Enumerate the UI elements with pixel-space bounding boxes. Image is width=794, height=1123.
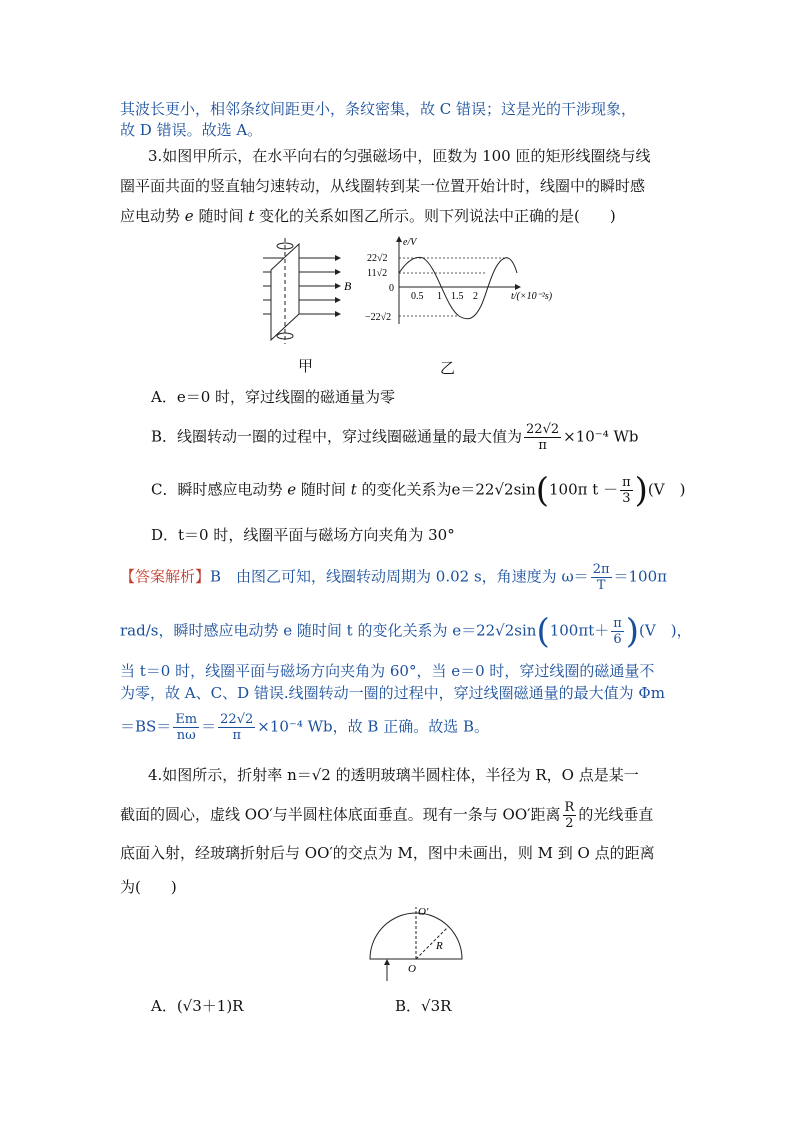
q3-optc-in: 100π t － <box>549 480 619 499</box>
graph-ytick-4: −22√2 <box>365 312 392 323</box>
q3-optc-a: C．瞬时感应电动势 <box>151 480 283 499</box>
graph-ytick-1: 22√2 <box>367 253 388 264</box>
q3-option-a: A．e＝0 时，穿过线圈的磁通量为零 <box>151 388 396 406</box>
sol-l1-num: 2π <box>592 562 610 577</box>
sol-line-5 <box>120 712 680 743</box>
coil-figure <box>255 236 355 346</box>
q4-line-4: 为( ) <box>120 878 177 896</box>
q4-l2-b: 的光线垂直 <box>578 805 654 824</box>
q4-line-2 <box>120 800 680 831</box>
sol-l5-a: ＝BS＝ <box>120 717 172 736</box>
graph-ytick-2: 11√2 <box>367 268 388 279</box>
sol-l5-f1num: Em <box>175 712 198 727</box>
q4-option-b: B．√3R <box>395 997 452 1015</box>
q3-optc-fnum: π <box>622 475 631 490</box>
fig-R-label: R <box>436 940 443 952</box>
prev-line-2: 故 D 错误。故选 A。 <box>120 121 263 139</box>
sol-l1-b: ＝100π <box>613 567 668 586</box>
q3-optb-den: π <box>538 438 547 453</box>
q3-line3-c: 变化的关系如图乙所示。则下列说法中正确的是( ) <box>259 207 616 225</box>
sol-l5-eq: ＝ <box>201 717 217 736</box>
q4-l2-num: R <box>564 800 575 815</box>
graph-y-label: e/V <box>403 237 417 248</box>
semicircle-figure <box>365 903 465 985</box>
graph-xtick-2: 1 <box>437 291 442 302</box>
sol-l5-f2num: 22√2 <box>220 712 254 727</box>
fig-O-label: O <box>408 963 416 975</box>
sol-l2-end: (V )， <box>639 621 692 640</box>
q3-line-2: 圈平面共面的竖直轴匀速转动，从线圈转到某一位置开始计时，线圈中的瞬时感 <box>120 177 646 195</box>
sol-l1-a: B 由图乙可知，线圈转动周期为 0.02 s，角速度为 ω＝ <box>210 567 589 586</box>
q3-line-3: 应电动势 e 随时间 t 变化的关系如图乙所示。则下列说法中正确的是( ) <box>120 207 616 225</box>
q4-option-a: A．(√3＋1)R <box>151 997 244 1015</box>
q3-option-c: C．瞬时感应电动势 e 随时间 t 的变化关系为e＝22√2sin(100π t － $\frac{\pi}{3}$ )(V ) <box>151 470 686 511</box>
q3-optb-num: 22√2 <box>526 422 560 437</box>
q3-optc-c: 的变化关系为 <box>361 480 452 499</box>
fig-caption-jia: 甲 <box>298 357 314 375</box>
q4-line-1: 4.如图所示，折射率 n＝√2 的透明玻璃半圆柱体，半径为 R，O 点是某一 <box>148 766 639 784</box>
q3-optc-fden: 3 <box>622 491 631 506</box>
fig-caption-yi: 乙 <box>440 359 456 377</box>
sol-line-2: rad/s，瞬时感应电动势 e 随时间 t 的变化关系为 e＝22√2sin(100πt＋ $\frac{\pi}{6}$ )(V )， <box>120 611 692 652</box>
q3-line3-a: 应电动势 <box>120 207 181 225</box>
q3-optc-end: (V ) <box>647 480 686 499</box>
graph-x-label: t/(×10⁻²s) <box>511 291 553 302</box>
sol-l5-b: ×10⁻⁴ Wb，故 B 正确。故选 B。 <box>257 717 489 736</box>
emf-graph <box>365 236 585 326</box>
q3-option-d: D．t＝0 时，线圈平面与磁场方向夹角为 30° <box>151 526 455 544</box>
sol-line-3: 当 t＝0 时，线圈平面与磁场方向夹角为 60°，当 e＝0 时，穿过线圈的磁通量不 <box>120 662 655 680</box>
answer-tag: 【答案解析】 <box>120 567 211 586</box>
q3-optb-text: B．线圈转动一圈的过程中，穿过线圈磁通量的最大值为 <box>151 427 523 446</box>
q4-line-3: 底面入射，经玻璃折射后与 OO′的交点为 M，图中未画出，则 M 到 O 点的距离 <box>120 844 655 862</box>
graph-xtick-1: 0.5 <box>411 291 424 302</box>
q4-l2-a: 截面的圆心，虚线 OO′与半圆柱体底面垂直。现有一条与 OO′距离 <box>120 805 561 824</box>
q3-optb-unit: ×10⁻⁴ Wb <box>563 427 639 446</box>
q3-line3-b: 随时间 <box>198 207 244 225</box>
fig-O-prime: O′ <box>418 906 429 918</box>
sol-l1-den: T <box>596 578 606 593</box>
sol-line-1 <box>120 562 680 593</box>
sol-l2-fden: 6 <box>613 632 622 647</box>
q3-optc-eq: e＝22√2sin <box>451 480 536 499</box>
sol-l5-f2den: π <box>232 728 241 743</box>
fig-B-label: B <box>344 279 352 293</box>
sol-l2-fnum: π <box>613 616 622 631</box>
sol-l2-a: rad/s，瞬时感应电动势 e 随时间 t 的变化关系为 e＝22√2sin <box>120 621 537 640</box>
q3-option-b <box>151 422 711 453</box>
q3-optc-b: 随时间 <box>300 480 346 499</box>
graph-ytick-3: 0 <box>389 283 394 294</box>
sol-line-4: 为零，故 A、C、D 错误.线圈转动一圈的过程中，穿过线圈磁通量的最大值为 Φm <box>120 684 665 702</box>
sol-l2-in: 100πt＋ <box>549 621 610 640</box>
graph-xtick-3: 1.5 <box>451 291 464 302</box>
prev-line-1: 其波长更小，相邻条纹间距更小，条纹密集，故 C 错误；这是光的干涉现象， <box>120 100 637 118</box>
q3-line-1: 3.如图甲所示，在水平向右的匀强磁场中，匝数为 100 匝的矩形线圈绕与线 <box>148 147 651 165</box>
sol-l5-f1den: nω <box>176 728 196 743</box>
graph-xtick-4: 2 <box>473 291 478 302</box>
q4-l2-den: 2 <box>565 816 574 831</box>
